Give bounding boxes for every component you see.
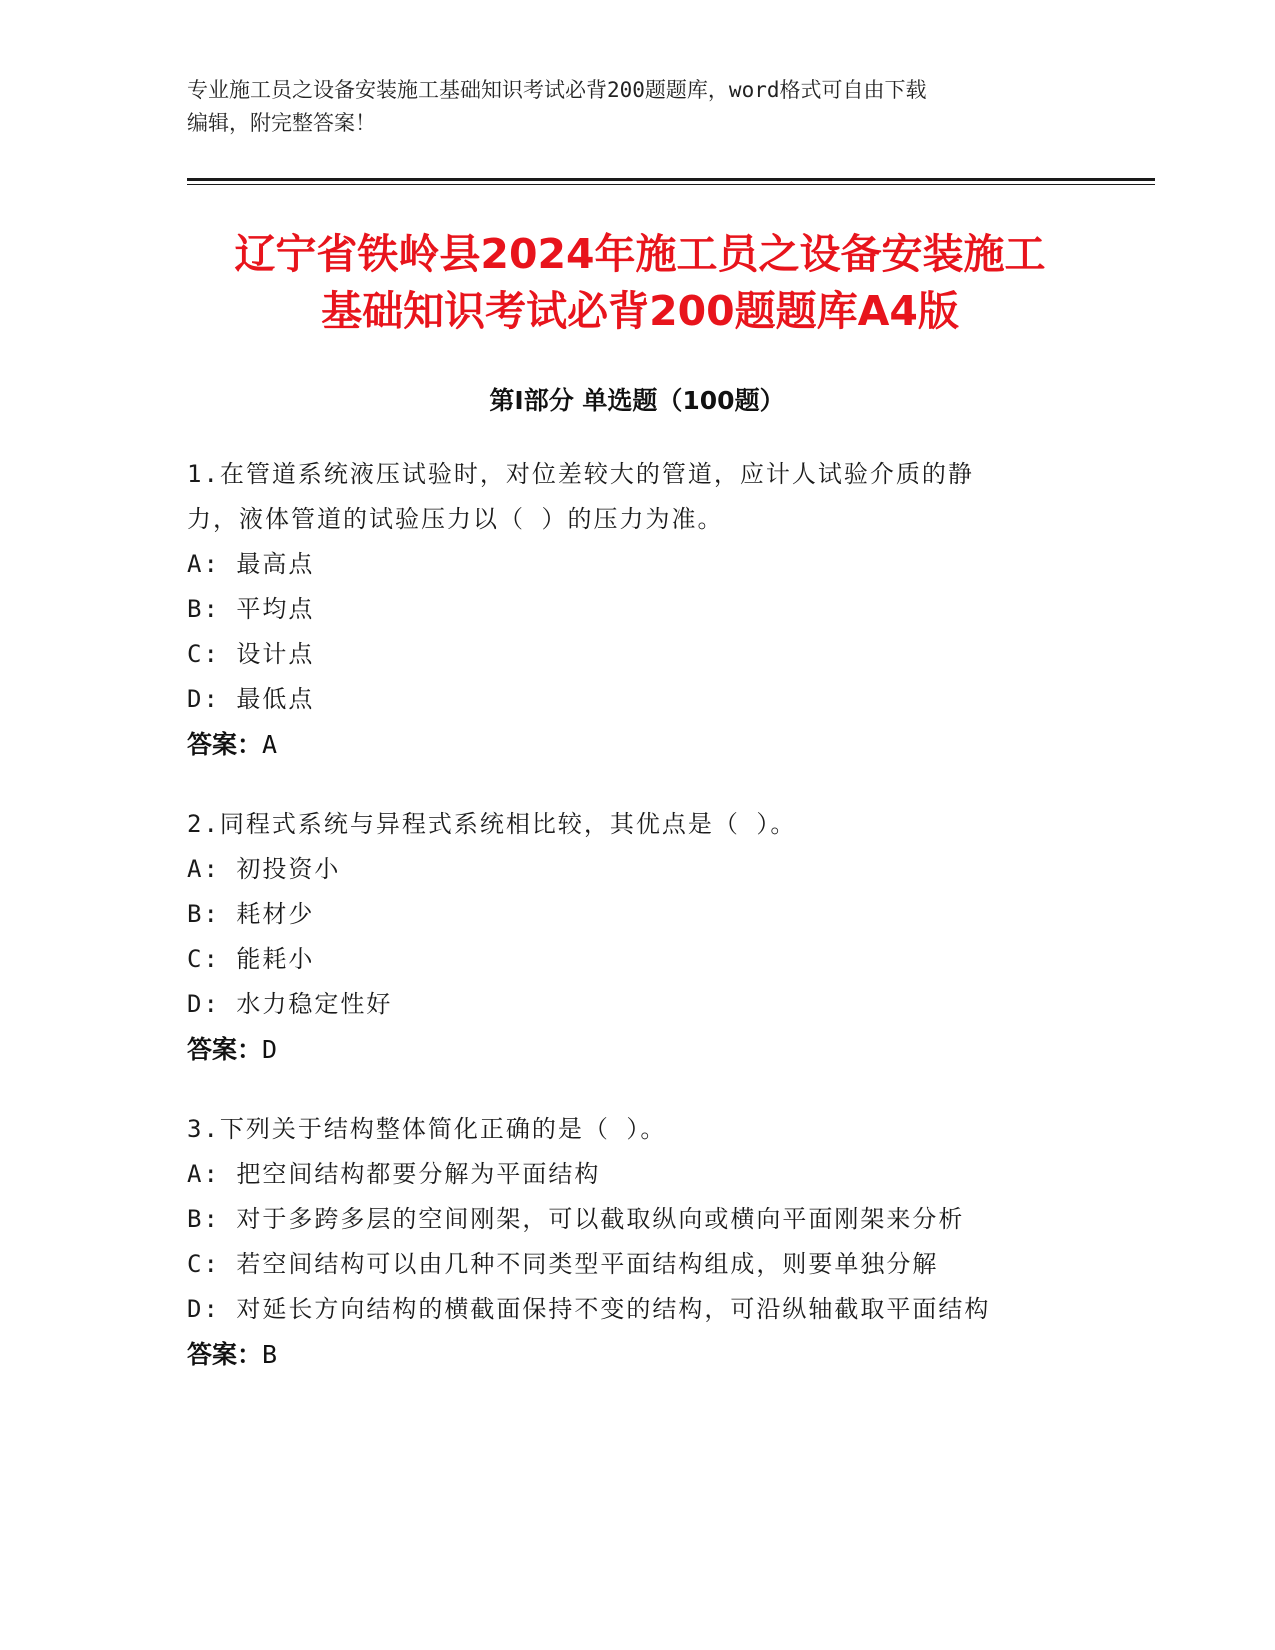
answer-line xyxy=(187,722,1087,767)
question-2 xyxy=(187,802,1087,1072)
answer-line xyxy=(187,1027,1087,1072)
option-a: A: 最高点 xyxy=(187,550,315,578)
header-note-line1: 专业施工员之设备安装施工基础知识考试必背200题题库，word格式可自由下载 xyxy=(187,78,927,102)
document-title-line2: 基础知识考试必背200题题库A4版 xyxy=(321,287,959,335)
answer-value: A xyxy=(262,730,278,759)
question-1 xyxy=(187,452,1087,767)
option-b: B: 平均点 xyxy=(187,595,315,623)
answer-value: B xyxy=(262,1340,278,1369)
option-a: A: 把空间结构都要分解为平面结构 xyxy=(187,1160,601,1188)
section-title: 第I部分 单选题（100题） xyxy=(489,386,785,415)
answer-value: D xyxy=(262,1035,278,1064)
answer-label: 答案： xyxy=(187,1340,263,1369)
option-c: C: 能耗小 xyxy=(187,945,315,973)
question-text-line2: 力，液体管道的试验压力以（ ）的压力为准。 xyxy=(187,505,724,533)
question-3 xyxy=(187,1107,1087,1377)
option-a: A: 初投资小 xyxy=(187,855,341,883)
answer-label: 答案： xyxy=(187,1035,263,1064)
option-d: D: 水力稳定性好 xyxy=(187,990,393,1018)
option-d: D: 最低点 xyxy=(187,685,315,713)
option-b: B: 对于多跨多层的空间刚架，可以截取纵向或横向平面刚架来分析 xyxy=(187,1205,965,1233)
question-text-line1: 2.同程式系统与异程式系统相比较，其优点是（ ）。 xyxy=(187,810,797,838)
option-c: C: 若空间结构可以由几种不同类型平面结构组成，则要单独分解 xyxy=(187,1250,939,1278)
answer-line xyxy=(187,1332,1087,1377)
header-divider-thin xyxy=(187,184,1155,185)
answer-label: 答案： xyxy=(187,730,263,759)
question-text-line1: 1.在管道系统液压试验时，对位差较大的管道，应计人试验介质的静 xyxy=(187,460,974,488)
option-c: C: 设计点 xyxy=(187,640,315,668)
header-note-line2: 编辑，附完整答案！ xyxy=(187,111,376,135)
question-text-line1: 3.下列关于结构整体简化正确的是（ ）。 xyxy=(187,1115,667,1143)
document-title-line1: 辽宁省铁岭县2024年施工员之设备安装施工 xyxy=(234,230,1046,278)
option-d: D: 对延长方向结构的横截面保持不变的结构，可沿纵轴截取平面结构 xyxy=(187,1295,991,1323)
option-b: B: 耗材少 xyxy=(187,900,315,928)
header-divider-thick xyxy=(187,178,1155,181)
header-note xyxy=(187,74,1087,140)
document-title xyxy=(160,226,1120,340)
